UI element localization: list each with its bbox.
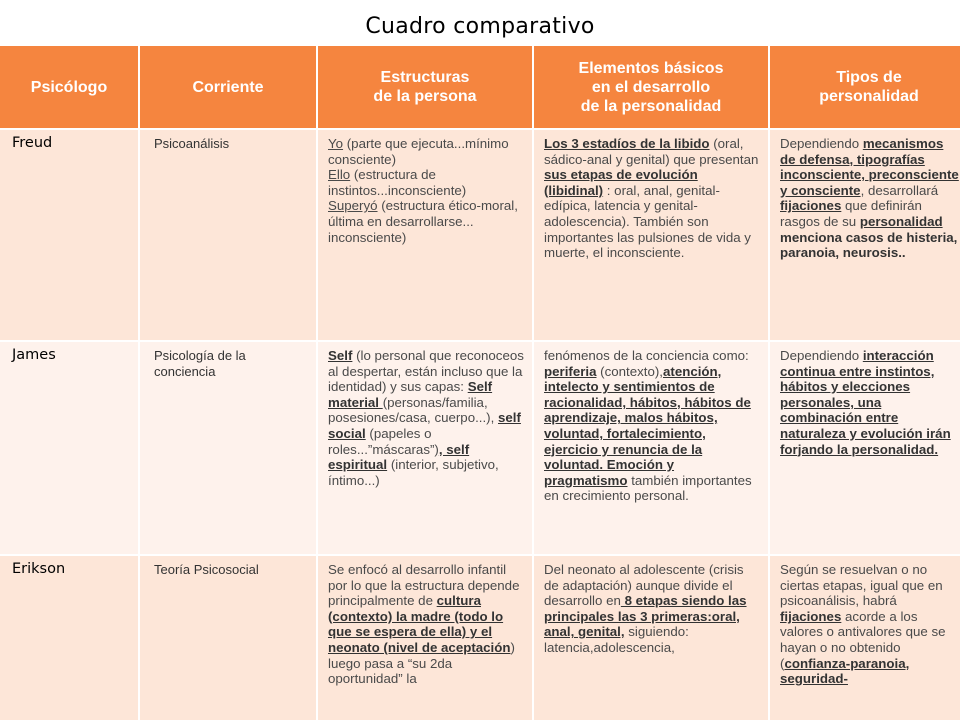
freud-corriente: Psicoanálisis: [140, 130, 316, 340]
header-psicologo: Psicólogo: [0, 46, 138, 128]
james-corriente: Psicología de la conciencia: [140, 342, 316, 554]
james-elementos: fenómenos de la conciencia como: periferia (contexto),atención, intelecto y sentimientos de racionalidad, hábitos, hábitos de aprendizaje, malos hábitos, voluntad, fortalecimiento, ejercicio y renuncia de la voluntad. Emoción y pragmatismo también importantes en crecimiento personal.: [534, 342, 768, 554]
james-tipos: Dependiendo interacción continua entre instintos, hábitos y elecciones personales, una combinación entre naturaleza y evolución irán forjando la personalidad.: [770, 342, 960, 554]
freud-tipos: Dependiendo mecanismos de defensa, tipografías inconsciente, preconsciente y consciente, desarrollará fijaciones que definirán rasgos de su personalidad menciona casos de histeria, paranoia, neurosis..: [770, 130, 960, 340]
header-corriente: Corriente: [140, 46, 316, 128]
header-tipos: Tipos de personalidad: [770, 46, 960, 128]
james-name: James: [0, 342, 138, 554]
header-estructuras: Estructuras de la persona: [318, 46, 532, 128]
freud-estructuras: Yo (parte que ejecuta...mínimo consciente) Ello (estructura de instintos...inconsciente) Superyó (estructura ético-moral, última en desarrollarse... inconsciente): [318, 130, 532, 340]
erikson-name: Erikson: [0, 556, 138, 720]
erikson-tipos: Según se resuelvan o no ciertas etapas, igual que en psicoanálisis, habrá fijaciones acorde a los valores o antivalores que se hayan o no obtenido (confianza-paranoia, seguridad-: [770, 556, 960, 720]
header-elementos: Elementos básicos en el desarrollo de la personalidad: [534, 46, 768, 128]
erikson-elementos: Del neonato al adolescente (crisis de adaptación) aunque divide el desarrollo en 8 etapas siendo las principales las 3 primeras:oral, anal, genital, siguiendo: latencia,adolescencia,: [534, 556, 768, 720]
freud-name: Freud: [0, 130, 138, 340]
erikson-corriente: Teoría Psicosocial: [140, 556, 316, 720]
james-estructuras: Self (lo personal que reconoceos al despertar, están incluso que la identidad) y sus capas: Self material (personas/familia, posesiones/casa, cuerpo...), self social (papeles o roles...”máscaras”), self espiritual (interior, subjetivo, íntimo...): [318, 342, 532, 554]
freud-elementos: Los 3 estadíos de la libido (oral, sádico-anal y genital) que presentan sus etapas de evolución (libidinal) : oral, anal, genital-edípica, latencia y genital-adolescencia). También son importantes las pulsiones de vida y muerte, el inconsciente.: [534, 130, 768, 340]
erikson-estructuras: Se enfocó al desarrollo infantil por lo que la estructura depende principalmente de cultura (contexto) la madre (todo lo que se espera de ella) y el neonato (nivel de aceptación) luego pasa a “su 2da oportunidad” la: [318, 556, 532, 720]
page-title: Cuadro comparativo: [365, 14, 595, 39]
comparison-table: [0, 46, 960, 720]
